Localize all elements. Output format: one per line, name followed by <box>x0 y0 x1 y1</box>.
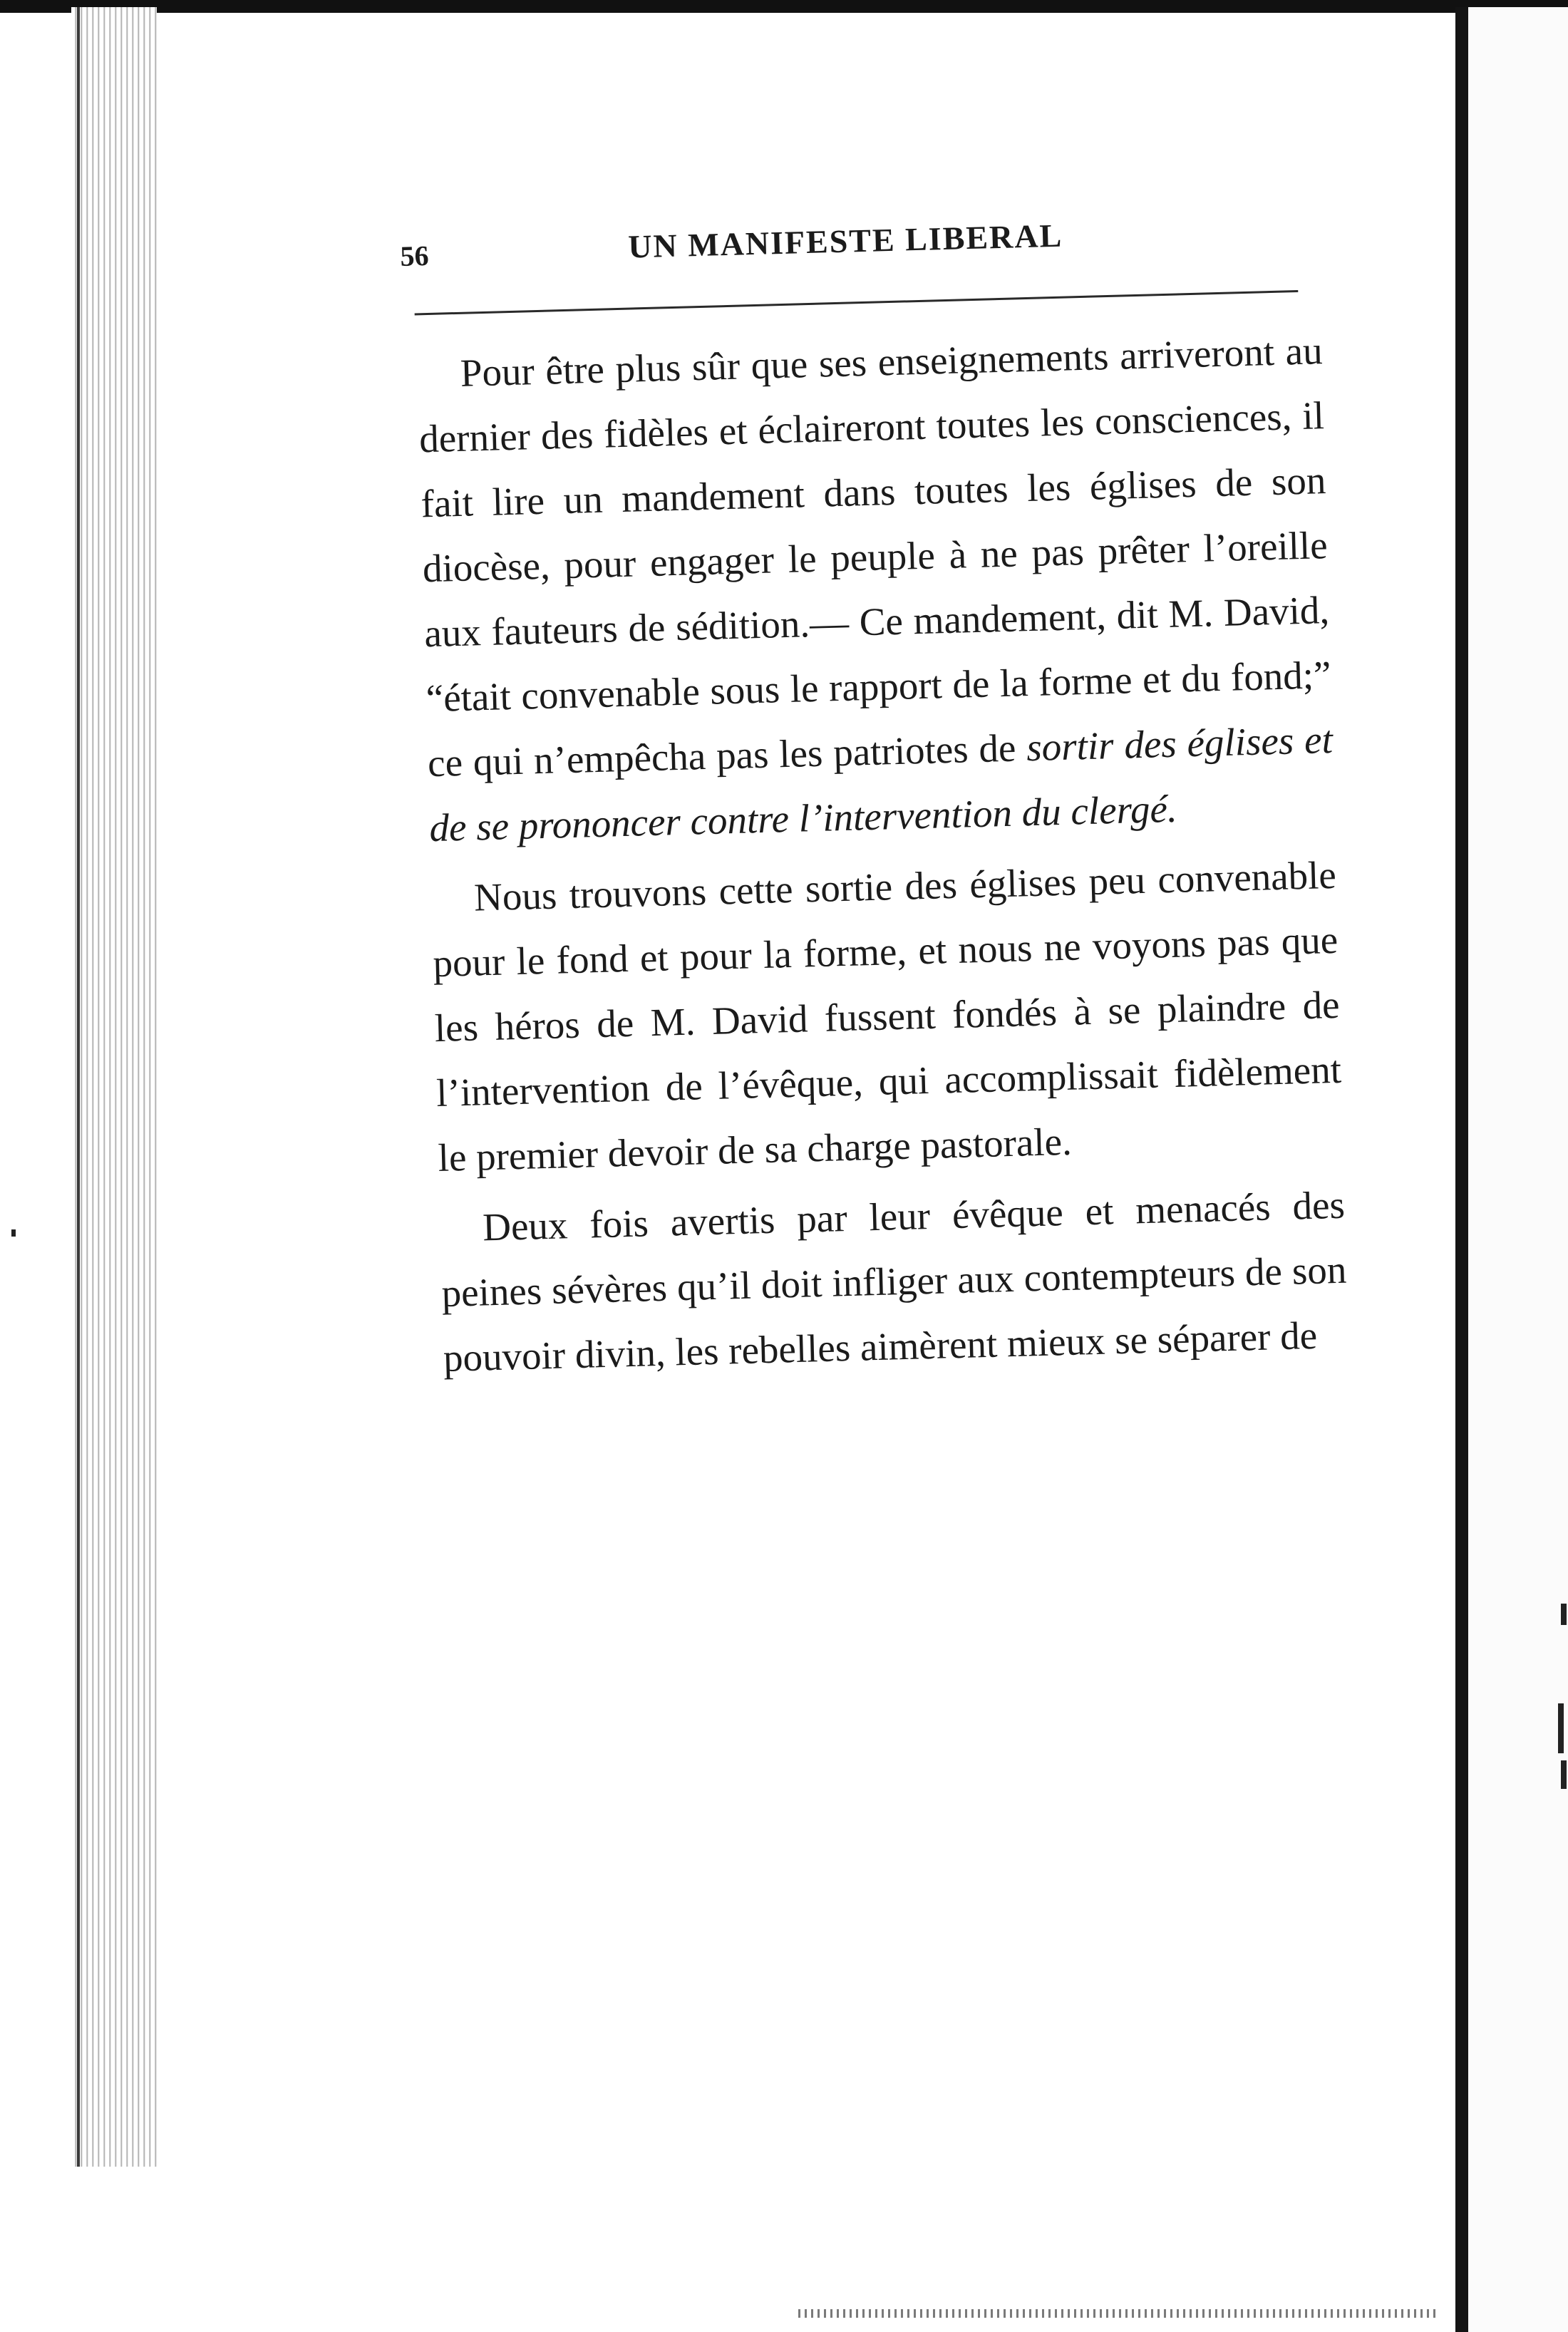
scan-top-border <box>0 0 1568 13</box>
page-edge-line <box>77 7 80 2167</box>
paragraph-1-text: Pour être plus sûr que ses enseignements arriveront au dernier des fidèles et éclaireront toutes les consciences, il fait lire un mandement dans toutes les églises de son diocèse, pour engager le peuple à ne pas prêter l’oreille aux fauteurs de sédition.— Ce mandement, dit M. David, “était convenable sous le rapport de la forme et du fond;” ce qui n’empêcha pas les patriotes de <box>418 329 1332 785</box>
body-text <box>417 318 1349 1391</box>
paragraph-2: Nous trouvons cette sortie des églises peu convenable pour le fond et pour la forme, et nous ne voyons pas que les héros de M. David fussent fondés à se plaindre de l’intervention de l’évêque, qui accomplissait fidèlement le premier devoir de sa charge pastorale. <box>432 852 1342 1180</box>
facing-page-mark <box>1561 1604 1567 1625</box>
running-header <box>399 187 1413 271</box>
page-number: 56 <box>399 239 430 272</box>
facing-page-mark <box>1561 1760 1567 1789</box>
scan-right-border <box>1455 7 1468 2332</box>
paragraph-1-italic: sortir des églises et de se prononcer contre l’intervention du clergé. <box>428 717 1334 850</box>
scan-bottom-noise <box>798 2309 1440 2318</box>
facing-page-margin <box>1468 7 1568 2332</box>
stacked-page-edges <box>71 7 157 2167</box>
paragraph-3: Deux fois avertis par leur évêque et menacés des peines sévères qu’il doit infliger aux contempteurs de son pouvoir divin, les rebelles aimèrent mieux se séparer de <box>440 1182 1348 1380</box>
facing-page-mark <box>1558 1703 1564 1753</box>
header-rule <box>415 290 1299 315</box>
printed-page <box>399 187 1413 1380</box>
paragraph-1 <box>417 318 1336 860</box>
scan-speck <box>11 1229 16 1237</box>
running-title: UN MANIFESTE LIBERAL <box>627 217 1063 265</box>
